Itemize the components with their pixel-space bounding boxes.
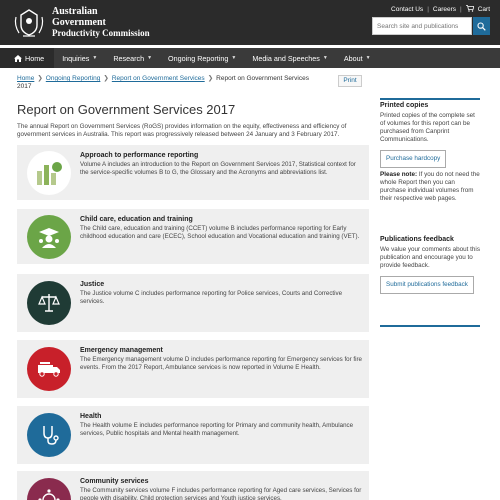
gov-name: Australian Government (52, 6, 106, 28)
purchase-hardcopy-button[interactable]: Purchase hardcopy (380, 150, 446, 168)
home-icon (14, 55, 22, 62)
chevron-right-icon: ❯ (207, 75, 214, 82)
chart-icon (27, 151, 71, 195)
graduation-icon (27, 215, 71, 259)
feedback-text: We value your comments about this publication and encourage you to provide feedback. (380, 246, 480, 269)
card-description: The Health volume E includes performance reporting for Primary and community health, Ambulance services, Public hospitals and Mental health management. (80, 422, 354, 437)
card-title: Community services (80, 478, 149, 485)
please-note-text: Please note: If you do not need the whole Report then you can purchase individual volumes from their respective web pages. (380, 170, 480, 202)
sidebar-printed-copies (380, 98, 480, 203)
printed-copies-text: Printed copies of the complete set of volumes for this report can be purchased from Canprint Communications. (380, 112, 475, 143)
card-description: The Emergency management volume D includes performance reporting for Emergency services for fire events. From the 2017 Report, Ambulance services is now reported in Volume E Health. (80, 356, 362, 371)
card-description: The Child care, education and training (CCET) volume B includes performance reporting for Early childhood education and care (ECEC), School education and Vocational education and training (VET). (80, 225, 360, 240)
chevron-right-icon: ❯ (103, 75, 109, 82)
scales-icon (27, 281, 71, 325)
volume-card-child-care[interactable] (17, 209, 369, 264)
nav-inquiries[interactable]: Inquiries ▼ (62, 53, 98, 63)
nav-home[interactable]: Home (0, 48, 54, 68)
volume-card-justice[interactable] (17, 274, 369, 332)
chevron-down-icon: ▼ (365, 55, 371, 61)
submit-feedback-button[interactable]: Submit publications feedback (380, 276, 474, 294)
main-nav (0, 48, 500, 68)
nav-media-speeches[interactable]: Media and Speeches ▼ (252, 53, 328, 63)
printed-copies-heading: Printed copies (380, 98, 480, 109)
chevron-down-icon: ▼ (92, 55, 98, 61)
card-title: Approach to performance reporting (80, 152, 199, 159)
print-button[interactable]: Print (338, 75, 362, 87)
page-title: Report on Government Services 2017 (17, 102, 236, 117)
community-icon (27, 478, 71, 500)
intro-text: The annual Report on Government Services (RoGS) provides information on the equity, effectiveness and efficiency of government services in Australia. This report was progressively released between 24 January and 3 February 2017. (17, 123, 347, 138)
site-logo[interactable] (12, 5, 152, 40)
volume-card-health[interactable] (17, 406, 369, 464)
chevron-down-icon: ▼ (147, 55, 153, 61)
cart-link[interactable]: Cart (477, 6, 490, 13)
search-button[interactable] (473, 17, 490, 35)
breadcrumb-current: Report on Government Services 2017 (17, 75, 309, 90)
sidebar-feedback (380, 236, 480, 294)
search-icon (477, 22, 486, 31)
cart-icon[interactable] (466, 5, 474, 14)
stethoscope-icon (27, 413, 71, 457)
search-input[interactable] (372, 17, 472, 35)
volume-card-emergency[interactable] (17, 340, 369, 398)
coat-of-arms-icon (12, 7, 46, 39)
breadcrumb-ongoing-reporting[interactable]: Ongoing Reporting (45, 75, 101, 82)
card-description: Volume A includes an introduction to the Report on Government Services 2017, Statistical context for the service-specific volumes B to G, the Glossary and the Acronyms and abbreviations list. (80, 161, 356, 176)
breadcrumb-home[interactable]: Home (17, 75, 35, 82)
contact-us-link[interactable]: Contact Us (391, 6, 424, 13)
volume-card-approach[interactable] (17, 145, 369, 200)
breadcrumb (17, 75, 317, 91)
chevron-right-icon: ❯ (37, 75, 43, 82)
fire-truck-icon (27, 347, 71, 391)
feedback-heading: Publications feedback (380, 236, 454, 243)
utility-links: Contact Us | Careers | Cart (391, 6, 490, 13)
chevron-down-icon: ▼ (322, 55, 328, 61)
card-description: The Justice volume C includes performance reporting for Police services, Courts and Corrective services. (80, 290, 343, 305)
card-title: Emergency management (80, 347, 163, 354)
card-title: Health (80, 413, 102, 420)
nav-research[interactable]: Research ▼ (113, 53, 153, 63)
card-title: Child care, education and training (80, 216, 193, 223)
agency-name: Productivity Commission (52, 28, 150, 38)
breadcrumb-rogs[interactable]: Report on Government Services (111, 75, 205, 82)
nav-about[interactable]: About ▼ (343, 53, 371, 63)
card-description: The Community services volume F includes performance reporting for Aged care services, Services for people with disability, Child protection services and Youth justice services. (80, 487, 362, 500)
site-header (0, 0, 500, 45)
card-title: Justice (80, 281, 105, 288)
nav-ongoing-reporting[interactable]: Ongoing Reporting ▼ (168, 53, 237, 63)
sidebar-divider (380, 325, 480, 327)
chevron-down-icon: ▼ (231, 55, 237, 61)
careers-link[interactable]: Careers (432, 6, 457, 13)
volume-card-community[interactable] (17, 471, 369, 500)
